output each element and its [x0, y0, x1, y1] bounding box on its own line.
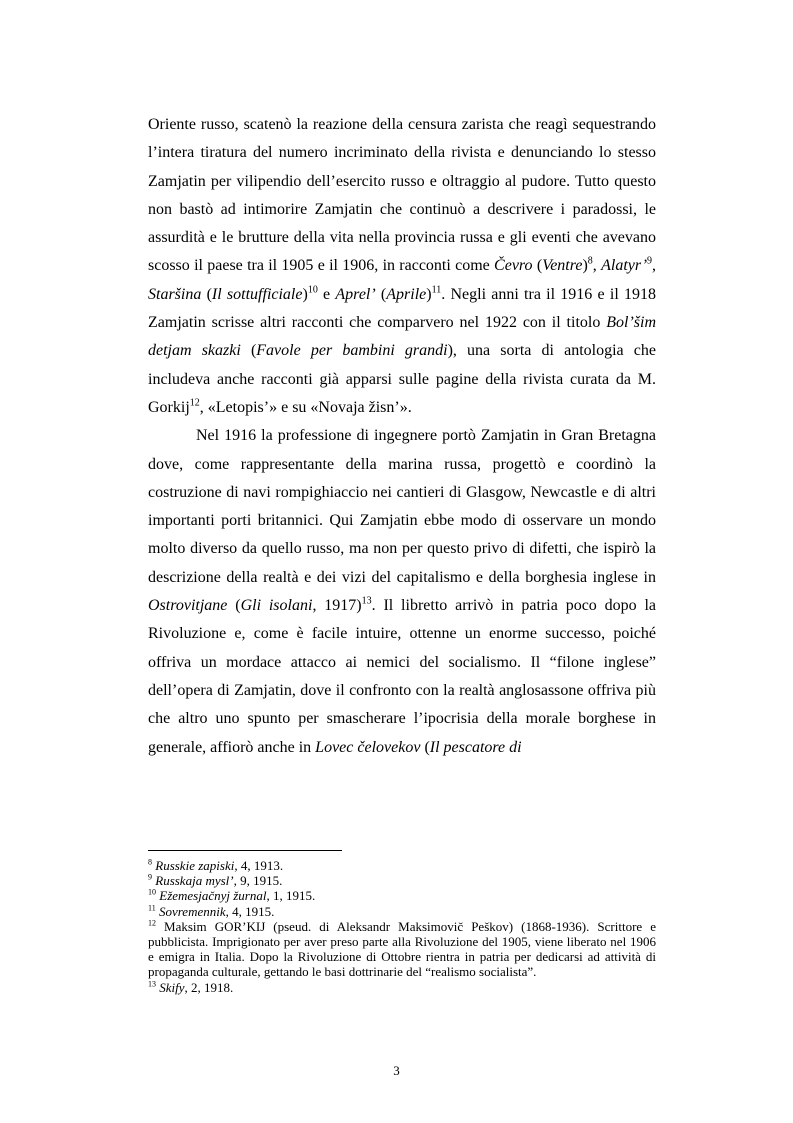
page-number: 3 — [393, 1063, 400, 1078]
footnote-ref: 8 — [587, 256, 593, 268]
footnote-number: 12 — [148, 918, 156, 928]
footnote — [148, 858, 656, 873]
paragraph — [148, 422, 656, 762]
footnote-number: 10 — [148, 888, 156, 898]
text-run: , 1917) — [312, 597, 362, 615]
text-run: , 1, 1915. — [266, 888, 316, 904]
italic-title: Favole per bambini grandi — [256, 342, 448, 360]
footnotes — [148, 858, 656, 995]
footnote — [148, 919, 656, 980]
text-run: ( — [227, 597, 241, 615]
footnote-ref: 12 — [189, 397, 200, 409]
text-run: , — [592, 257, 602, 275]
text-run: , «Letopis’» e su «Novaja žisn’». — [199, 398, 412, 416]
footnote-ref: 11 — [431, 284, 442, 296]
text-run: ( — [532, 257, 543, 275]
footnote-number: 13 — [148, 979, 156, 989]
italic-title: Russkaja mysl’ — [155, 873, 234, 889]
footnote-number: 9 — [148, 872, 152, 882]
paragraph — [148, 111, 656, 422]
text-run: e — [317, 285, 336, 303]
footnote-separator — [148, 850, 342, 851]
italic-title: Lovec čelovekov — [315, 738, 421, 756]
footnote-number: 8 — [148, 857, 152, 867]
italic-title: Čevro — [494, 257, 533, 275]
text-run: ) — [426, 285, 432, 303]
footnote-ref: 10 — [307, 284, 318, 296]
italic-title: Alatyr — [601, 257, 642, 275]
italic-title: Staršina — [148, 285, 202, 303]
italic-title: Aprel’ — [335, 285, 376, 303]
text-run: , 2, 1918. — [184, 979, 234, 995]
italic-title: Sovremennik — [158, 903, 226, 919]
italic-title: Gli isolani — [240, 597, 313, 615]
italic-title: Skify — [159, 979, 185, 995]
footnote — [148, 980, 656, 995]
text-run: Maksim GOR’KIJ (pseud. di Aleksandr Maksimovič Peškov) (1868-1936). Scrittore e pubblicista. Imprigionato per aver preso parte alla Rivoluzione del 1905, viene liberato nel 1906 e emigra in Italia. Dopo la Rivoluzione di Ottobre rientra in patria per dedicarsi ad attività di propaganda culturale, gettando le basi dottrinarie del “realismo socialista”. — [148, 918, 656, 980]
text-run: , 4, 1915. — [225, 903, 275, 919]
footnote — [148, 904, 656, 919]
italic-title: Bol’šim detjam skazki — [148, 314, 656, 360]
text-run: ( — [201, 285, 212, 303]
text-run: , 9, 1915. — [233, 873, 283, 889]
text-run: ( — [420, 738, 430, 756]
main-text — [148, 111, 656, 762]
italic-title: Aprile — [386, 285, 427, 303]
footnote-ref: 9 — [647, 256, 653, 268]
text-run: , 4, 1913. — [234, 858, 284, 873]
text-run: ( — [375, 285, 387, 303]
footnote-ref: 13 — [361, 595, 372, 607]
italic-title: Il sottufficiale — [211, 285, 303, 303]
text-run: Nel 1916 la professione di ingegnere portò Zamjatin in Gran Bretagna dove, come rappresentante della marina russa, progettò e coordinò la costruzione di navi rompighiaccio nei cantieri di Glasgow, Newcastle e di altri importanti porti britannici. Qui Zamjatin ebbe modo di osservare un mondo molto diverso da quello russo, ma non per questo privo di difetti, che ispirò la descrizione della realtà e dei vizi del capitalismo e della borghesia inglese in — [148, 427, 656, 586]
text-run: ) — [302, 285, 308, 303]
text-run: . Il libretto arrivò in patria poco dopo la Rivoluzione e, come è facile intuire, ottenne un enorme successo, poiché offriva un mordace attacco ai nemici del socialismo. Il “filone inglese” dell’opera di Zamjatin, dove il confronto con la realtà anglosassone offriva più che altro uno spunto per smascherare l’ipocrisia della morale borghese in generale, affiorò anche in — [148, 597, 657, 756]
italic-title: Ežemesjačnyj žurnal — [159, 888, 267, 904]
italic-title: Ostrovitjane — [148, 597, 228, 615]
text-run: ) — [582, 257, 588, 275]
text-run: . Negli anni tra il 1916 e il 1918 Zamjatin scrisse altri racconti che comparvero nel 1922 con il titolo — [148, 285, 657, 332]
text-run: ), una sorta di antologia che includeva anche racconti già apparsi sulle pagine della rivista curata da M. Gorkij — [148, 342, 657, 416]
italic-title: Il pescatore di — [429, 738, 522, 756]
italic-title: ’ — [641, 257, 648, 275]
text-run: ( — [240, 342, 257, 360]
footnote-number: 11 — [148, 903, 156, 913]
italic-title: Ventre — [542, 257, 583, 275]
italic-title: Russkie zapiski — [155, 858, 235, 873]
text-run: Oriente russo, scatenò la reazione della censura zarista che reagì sequestrando l’intera tiratura del numero incriminato della rivista e denunciando lo stesso Zamjatin per vilipendio dell’esercito russo e oltraggio al pudore. Tutto questo non bastò ad intimorire Zamjatin che continuò a descrivere i paradossi, le assurdità e le brutture della vita nella provincia russa e gli eventi che avevano scosso il paese tra il 1905 e il 1906, in racconti come — [148, 116, 656, 275]
text-run: , — [652, 257, 657, 275]
footnote — [148, 873, 656, 888]
footnote — [148, 888, 656, 903]
